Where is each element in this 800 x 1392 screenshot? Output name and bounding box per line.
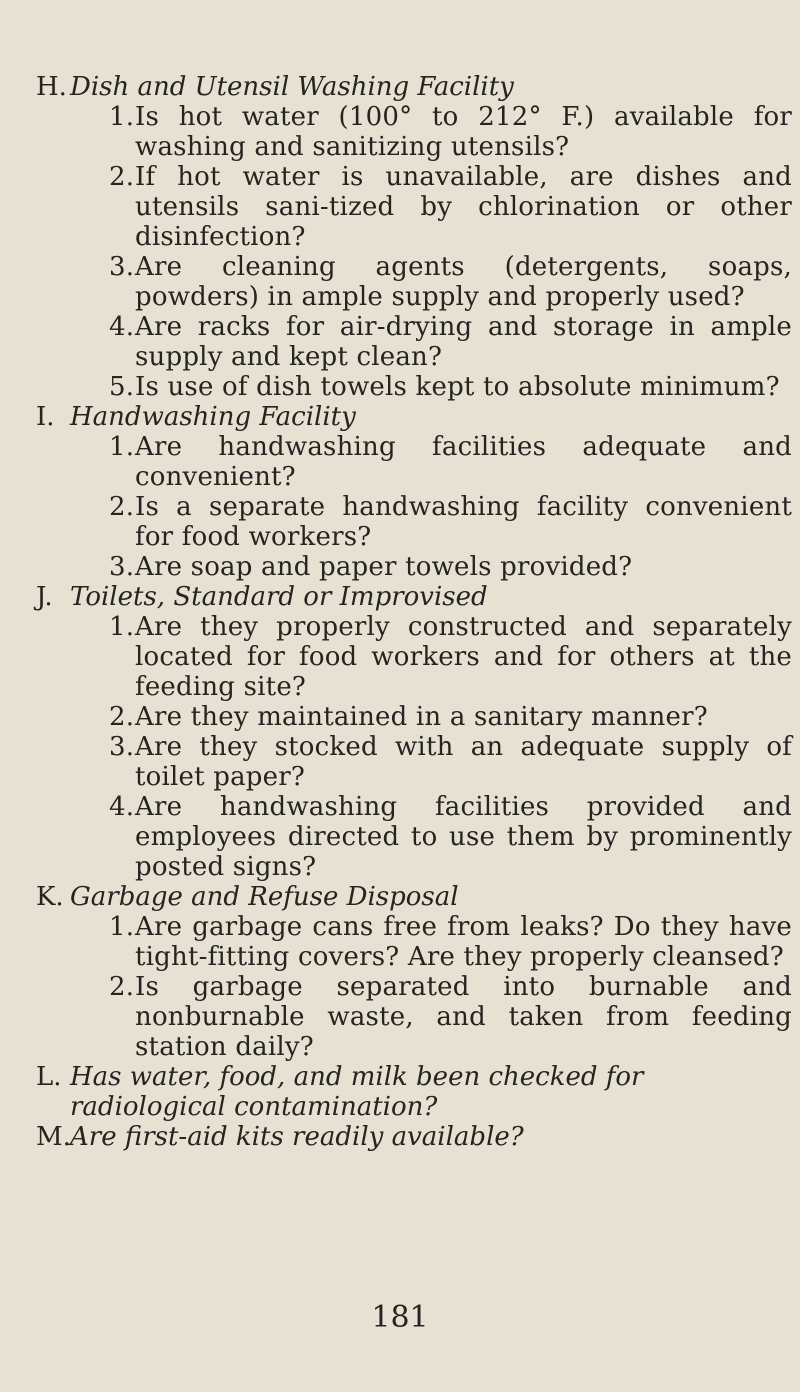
- item-number: 4.: [109, 312, 135, 342]
- item-number: 2.: [109, 702, 135, 732]
- item-number: 2.: [109, 492, 135, 522]
- list-item: [36, 912, 796, 972]
- item-text: Are soap and paper towels provided?: [135, 552, 633, 582]
- section-letter: J.: [36, 582, 53, 612]
- item-text: Is use of dish towels kept to absolute minimum?: [135, 372, 780, 402]
- item-text: Are handwashing facilities adequate and convenient?: [135, 432, 792, 492]
- list-item: [36, 732, 796, 792]
- section-heading: [36, 1122, 796, 1152]
- item-number: 3.: [109, 252, 135, 282]
- section-title: Toilets, Standard or Improvised: [70, 582, 488, 612]
- list-item: [36, 552, 796, 582]
- list-item: [36, 312, 796, 372]
- item-number: 5.: [109, 372, 135, 402]
- section-i: [36, 402, 796, 582]
- item-text: Is hot water (100° to 212° F.) available for washing and sanitizing utensils?: [135, 102, 792, 162]
- question-list: [36, 102, 796, 402]
- item-number: 3.: [109, 552, 135, 582]
- list-item: [36, 492, 796, 552]
- list-item: [36, 102, 796, 162]
- list-item: [36, 432, 796, 492]
- document-body: [36, 72, 796, 1152]
- list-item: [36, 972, 796, 1062]
- section-letter: L.: [36, 1062, 62, 1092]
- section-title: Are first-aid kits readily available?: [70, 1122, 524, 1152]
- list-item: [36, 162, 796, 252]
- section-letter: K.: [36, 882, 64, 912]
- section-heading: [36, 402, 796, 432]
- item-text: Are they maintained in a sanitary manner?: [135, 702, 708, 732]
- item-number: 2.: [109, 162, 135, 192]
- section-h: [36, 72, 796, 402]
- item-number: 2.: [109, 972, 135, 1002]
- list-item: [36, 612, 796, 702]
- section-heading: [36, 882, 796, 912]
- section-letter: I.: [36, 402, 55, 432]
- item-text: Is a separate handwashing facility convenient for food workers?: [135, 492, 792, 552]
- item-text: Are handwashing facilities provided and employees directed to use them by prominently posted signs?: [135, 792, 792, 882]
- item-text: Are cleaning agents (detergents, soaps, powders) in ample supply and properly used?: [135, 252, 792, 312]
- section-heading: [36, 582, 796, 612]
- item-number: 1.: [109, 102, 135, 132]
- section-letter: H.: [36, 72, 67, 102]
- question-list: [36, 912, 796, 1062]
- section-heading: [36, 1062, 796, 1122]
- section-title: Garbage and Refuse Disposal: [70, 882, 459, 912]
- section-title: Dish and Utensil Washing Facility: [70, 72, 514, 102]
- list-item: [36, 792, 796, 882]
- section-heading: [36, 72, 796, 102]
- item-text: Are they stocked with an adequate supply of toilet paper?: [135, 732, 792, 792]
- item-number: 1.: [109, 612, 135, 642]
- question-list: [36, 612, 796, 882]
- item-number: 3.: [109, 732, 135, 762]
- section-k: [36, 882, 796, 1062]
- question-list: [36, 432, 796, 582]
- section-title: Handwashing Facility: [70, 402, 356, 432]
- section-title: Has water, food, and milk been checked for radiological contamination?: [70, 1062, 644, 1122]
- item-text: Are they properly constructed and separately located for food workers and for others at the feeding site?: [135, 612, 792, 702]
- item-number: 1.: [109, 432, 135, 462]
- item-number: 1.: [109, 912, 135, 942]
- item-number: 4.: [109, 792, 135, 822]
- item-text: Is garbage separated into burnable and nonburnable waste, and taken from feeding station daily?: [135, 972, 792, 1062]
- item-text: Are garbage cans free from leaks? Do they have tight-fitting covers? Are they properly cleansed?: [135, 912, 792, 972]
- list-item: [36, 252, 796, 312]
- list-item: [36, 372, 796, 402]
- section-j: [36, 582, 796, 882]
- page-number: 181: [371, 1300, 429, 1335]
- section-letter: M.: [36, 1122, 71, 1152]
- list-item: [36, 702, 796, 732]
- item-text: If hot water is unavailable, are dishes and utensils sani-tized by chlorination or other disinfection?: [135, 162, 792, 252]
- item-text: Are racks for air-drying and storage in ample supply and kept clean?: [135, 312, 792, 372]
- section-l: [36, 1062, 796, 1122]
- section-m: [36, 1122, 796, 1152]
